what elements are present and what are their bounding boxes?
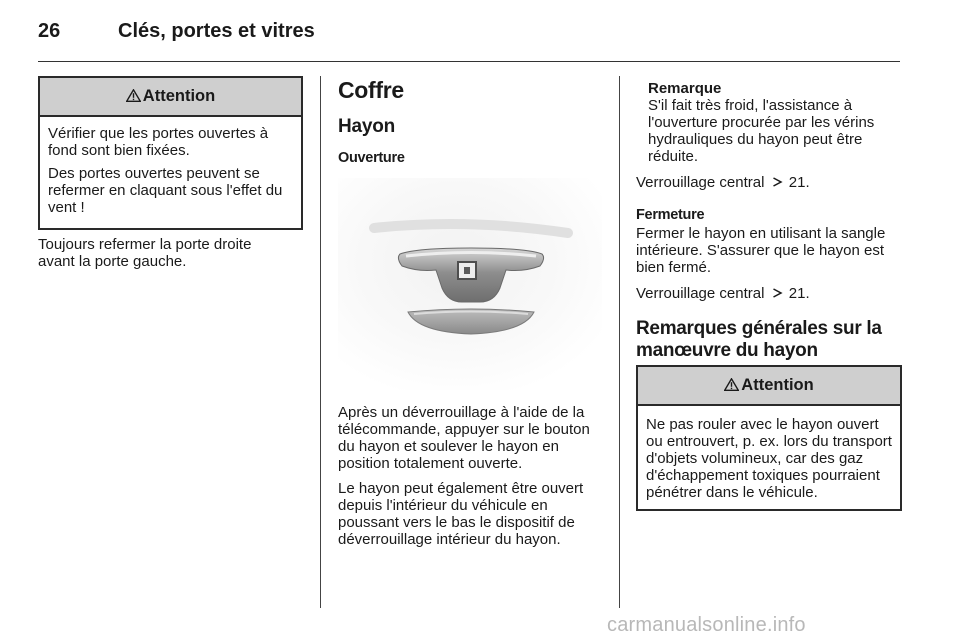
attention-box [636,365,902,511]
reference-text: Verrouillage central [636,285,765,302]
page-reference-arrow-icon [772,177,783,187]
attention-paragraph: Vérifier que les portes ouvertes à fond sont bien fixées. [48,125,269,159]
watermark: carmanualsonline.info [607,614,806,636]
tailgate-handle-illustration [338,178,602,390]
paragraph: Le hayon peut également être ouvert depuis l'intérieur du véhicule en poussant vers le bas le dispositif de déverrouillage intérieur du hayon. [338,480,584,548]
attention-title: Attention [142,87,216,105]
attention-paragraph: Ne pas rouler avec le hayon ouvert ou entrouvert, p. ex. lors du transport d'objets volumineux, car des gaz d'échappement toxiques pourraient pénétrer dans le véhicule. [646,416,892,501]
cross-reference [636,285,900,302]
attention-body [638,406,900,509]
paragraph: Fermer le hayon en utilisant la sangle intérieure. S'assurer que le hayon est bien fermé. [636,225,886,276]
warning-triangle-icon [126,89,141,102]
column-divider-1 [320,76,321,608]
page-number: 26 [38,20,61,42]
subheading: Ouverture [338,150,405,166]
reference-page: 21. [788,285,810,302]
attention-body [40,117,301,228]
remark-text: S'il fait très froid, l'assistance à l'ouverture procurée par les vérins hydrauliques du hayon peut être réduite. [648,97,875,165]
attention-title: Attention [741,376,814,394]
attention-paragraph: Des portes ouvertes peuvent se refermer en claquant sous l'effet du vent ! [48,165,283,216]
attention-box-header [40,78,301,117]
cross-reference [636,174,900,191]
reference-text: Verrouillage central [636,174,765,191]
page-reference-arrow-icon [772,288,783,298]
subsection-title: Hayon [338,116,396,137]
attention-box-header [638,367,900,406]
subheading: Fermeture [636,207,705,223]
column-divider-2 [619,76,620,608]
page-title: Clés, portes et vitres [118,20,315,42]
body-text: Toujours refermer la porte droite avant la porte gauche. [38,236,252,270]
remark-title: Remarque [648,80,722,97]
remark [648,80,900,165]
reference-page: 21. [788,174,810,191]
section-title: Coffre [338,77,404,103]
attention-box [38,76,303,230]
tailgate-handle-icon [338,178,602,390]
header-rule [38,61,900,62]
paragraph: Après un déverrouillage à l'aide de la télécommande, appuyer sur le bouton du hayon et soulever le hayon en position totalement ouverte. [338,404,590,472]
warning-triangle-icon [724,378,739,391]
section-heading: Remarques générales sur la manœuvre du hayon [636,318,882,361]
